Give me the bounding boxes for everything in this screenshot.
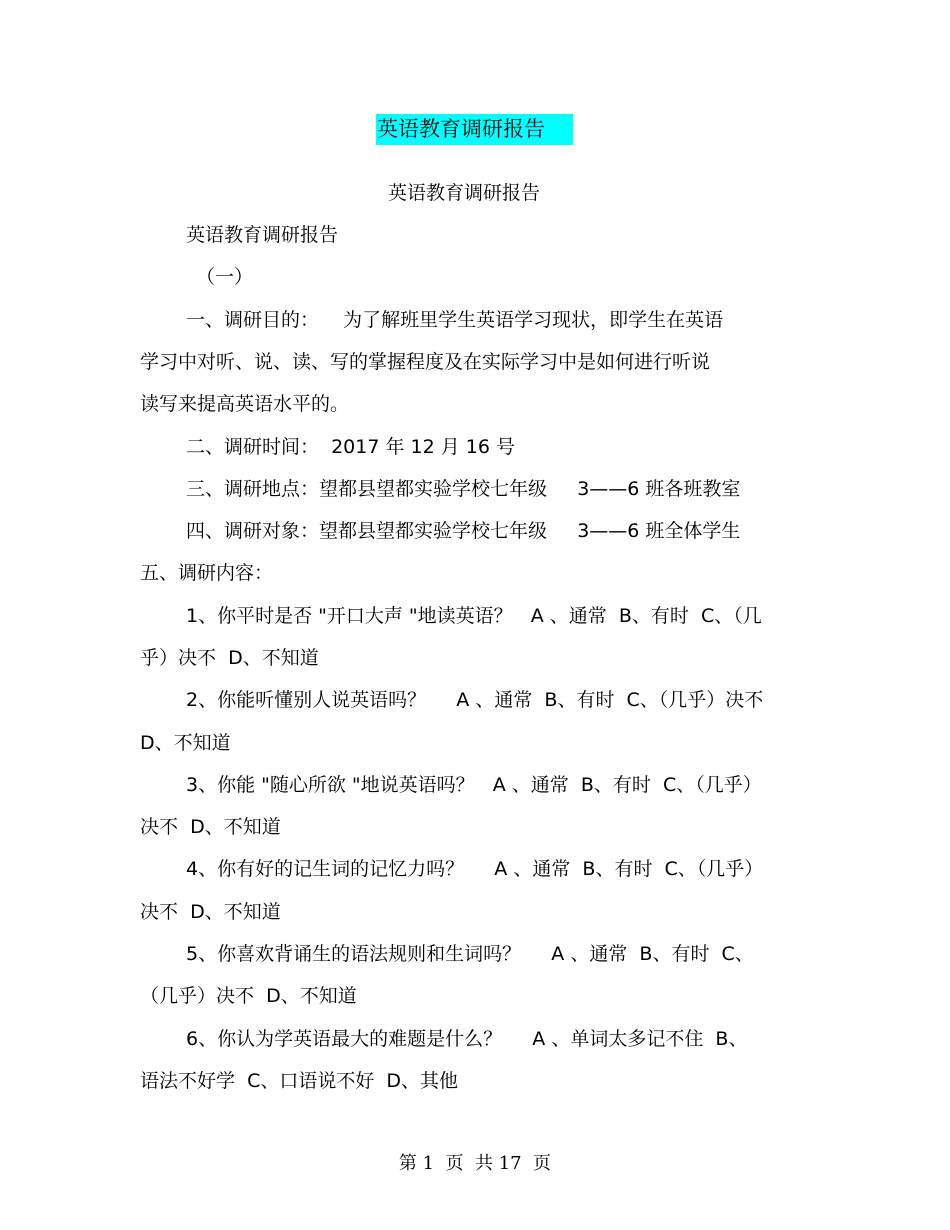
question-line: 决不 D、不知道 (140, 901, 281, 923)
question-line: 1、你平时是否 "开口大声 "地读英语？ A 、通常 B、有时 C、（几 (186, 605, 762, 627)
question-line: 决不 D、不知道 (140, 816, 281, 838)
question-line: D、不知道 (140, 732, 231, 754)
question-line: 6、你认为学英语最大的难题是什么？ A 、单词太多记不住 B、 (186, 1028, 748, 1050)
page-number-footer: 第 1 页 共 17 页 (398, 1153, 552, 1174)
text-line: 五、调研内容： (140, 562, 274, 584)
question-line: 语法不好学 C、口语说不好 D、其他 (140, 1070, 459, 1092)
question-line: （几乎）决不 D、不知道 (140, 985, 357, 1007)
text-line: 二、调研时间： 2017 年 12 月 16 号 (186, 436, 515, 458)
text-line: 一、调研目的： 为了解班里学生英语学习现状，即学生在英语 (186, 309, 724, 331)
question-line: 5、你喜欢背诵生的语法规则和生词吗？ A 、通常 B、有时 C、 (186, 943, 754, 965)
text-line: 英语教育调研报告 (186, 224, 339, 246)
text-line: （一） (196, 266, 254, 288)
text-line: 四、调研对象：望都县望都实验学校七年级 3——6 班全体学生 (186, 520, 741, 542)
question-line: 乎）决不 D、不知道 (140, 647, 319, 669)
text-line: 三、调研地点：望都县望都实验学校七年级 3——6 班各班教室 (186, 478, 741, 500)
question-line: 3、你能 "随心所欲 "地说英语吗？ A 、通常 B、有时 C、（几乎） (186, 774, 762, 796)
question-line: 4、你有好的记生词的记忆力吗？ A 、通常 B、有时 C、（几乎） (186, 858, 764, 880)
text-line: 读写来提高英语水平的。 (140, 393, 350, 415)
question-line: 2、你能听懂别人说英语吗？ A 、通常 B、有时 C、（几乎）决不 (186, 689, 764, 711)
highlighted-title: 英语教育调研报告 (376, 114, 573, 145)
subtitle: 英语教育调研报告 (388, 182, 541, 204)
text-line: 学习中对听、说、读、写的掌握程度及在实际学习中是如何进行听说 (140, 351, 711, 373)
